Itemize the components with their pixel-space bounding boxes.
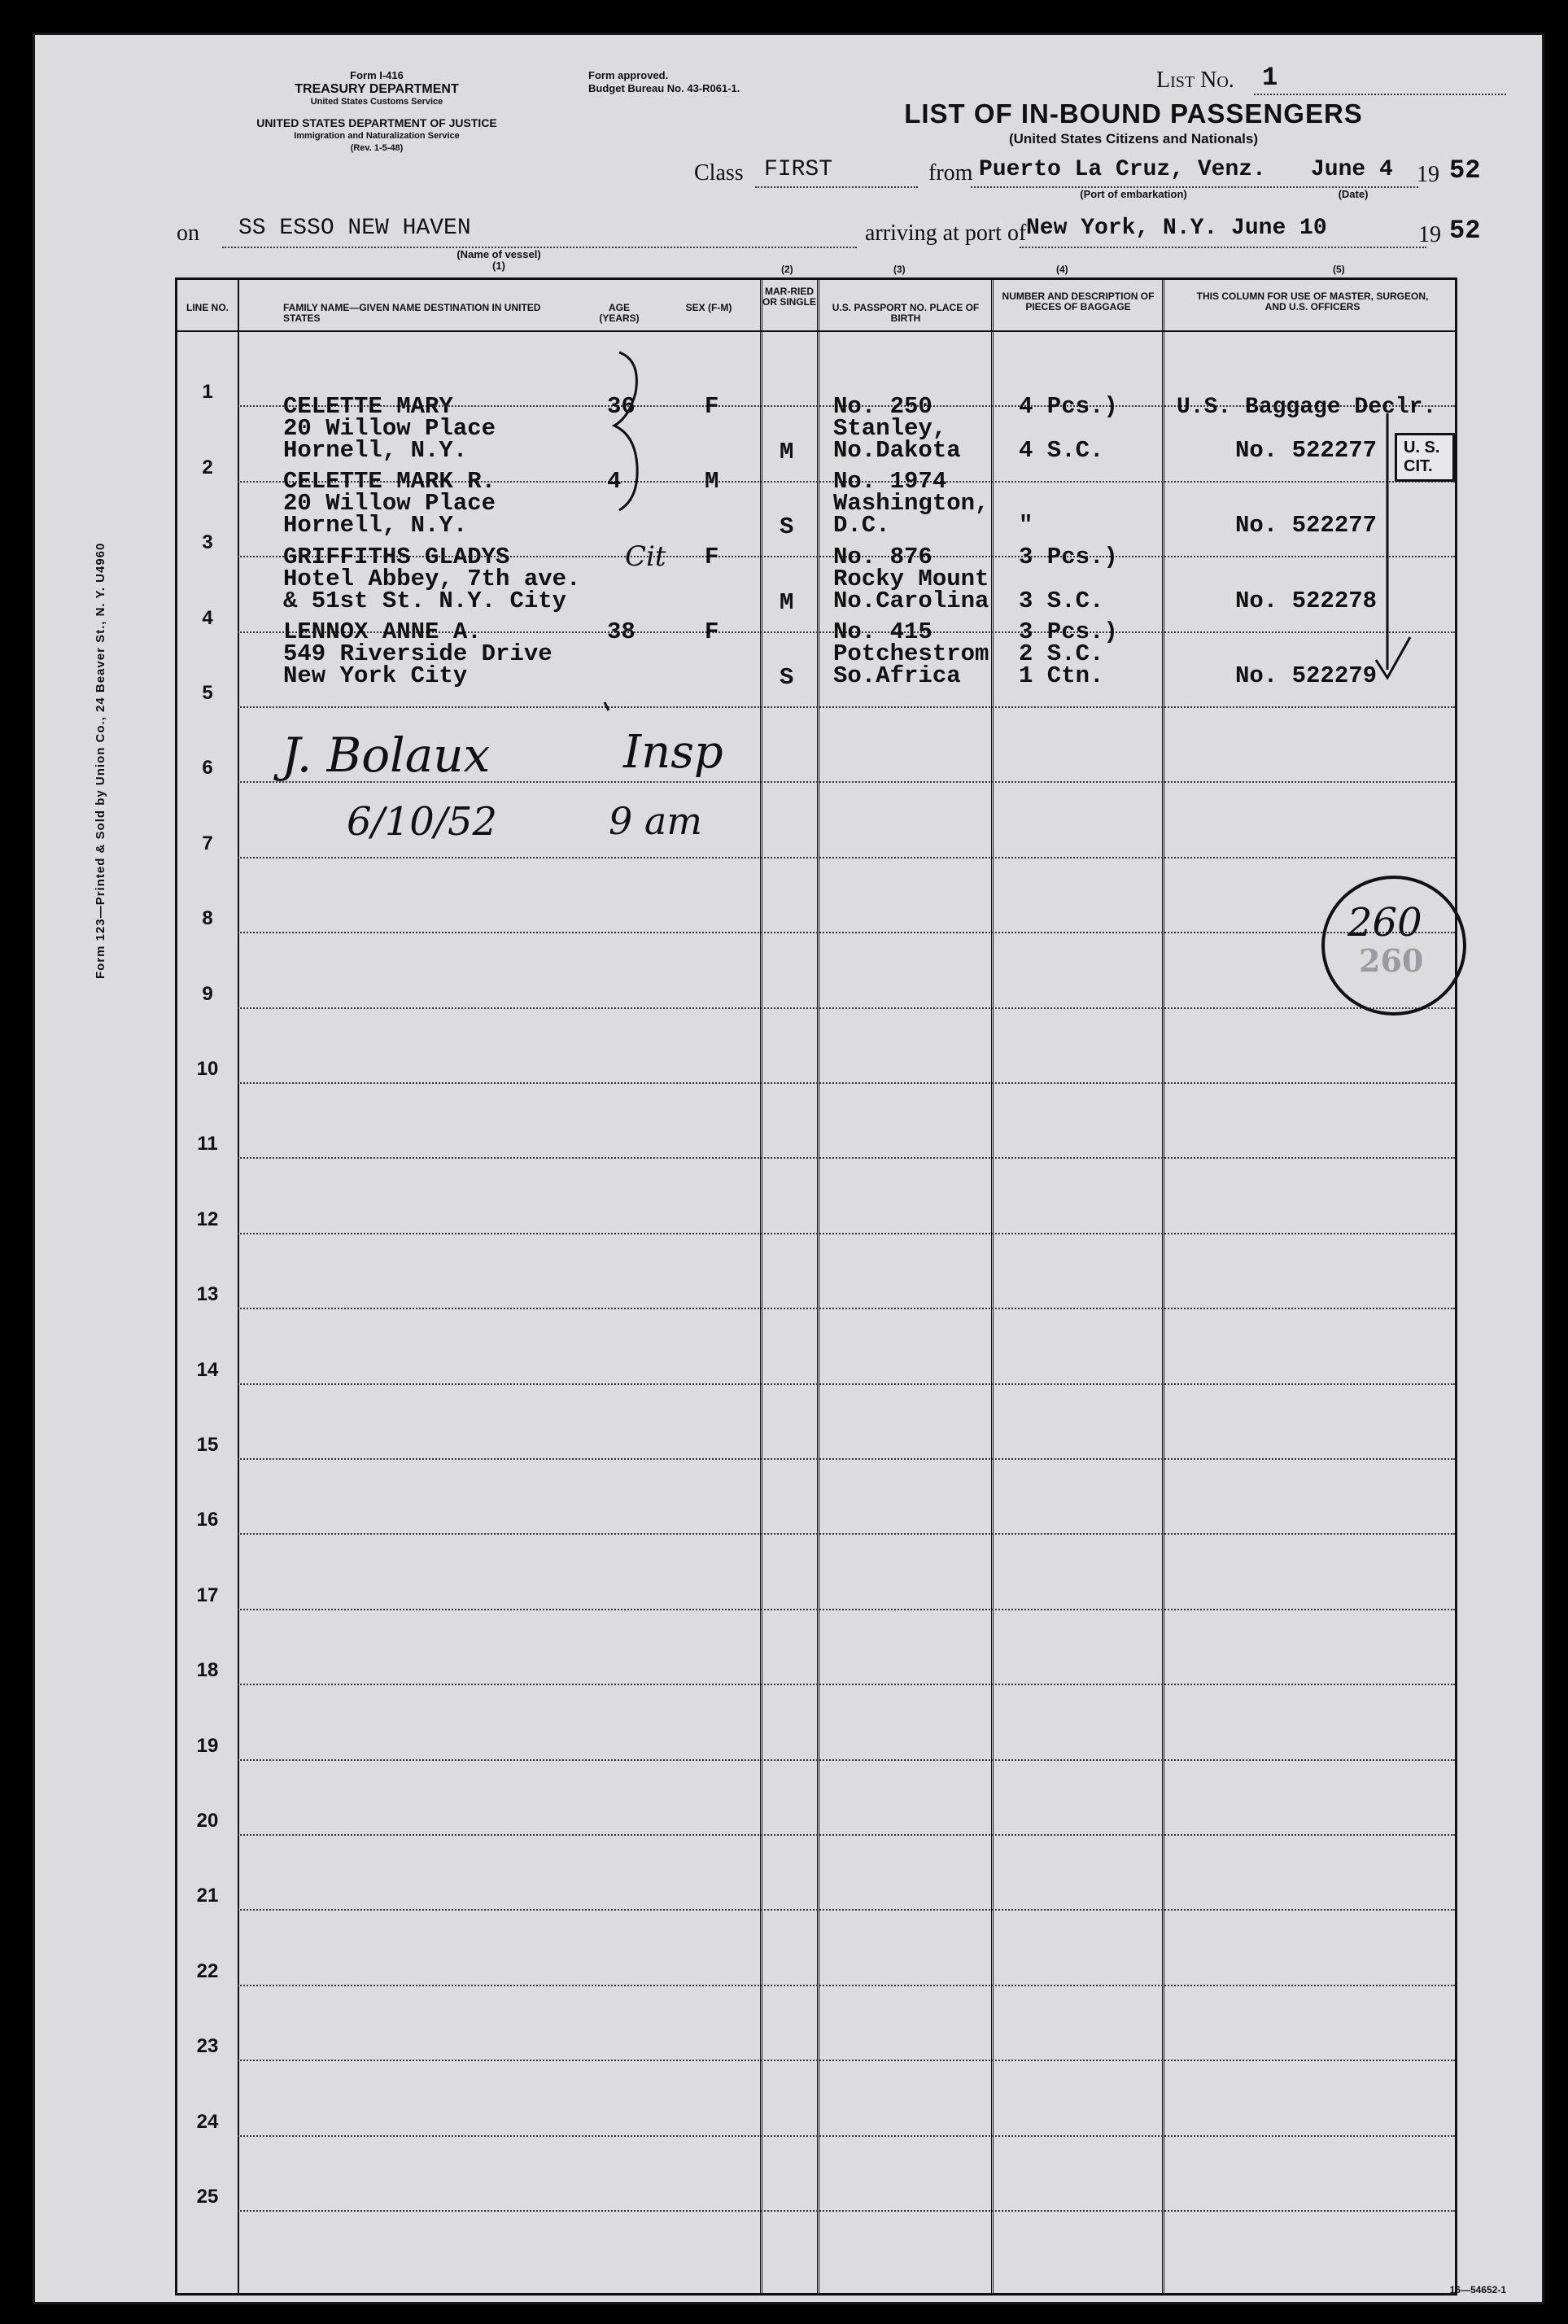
baggage-extra: 1 Ctn. bbox=[1019, 662, 1104, 690]
line-number: 14 bbox=[196, 1358, 219, 1381]
birthplace-2: No.Dakota bbox=[833, 437, 961, 464]
col-num-4: (4) bbox=[1056, 264, 1068, 275]
form-number: Form I-416 bbox=[350, 69, 404, 81]
arrival-port-date: New York, N.Y. June 10 bbox=[1026, 216, 1327, 241]
year-prefix-from: 19 bbox=[1417, 162, 1439, 187]
line-number: 10 bbox=[196, 1058, 219, 1080]
footer-code: 16—54652-1 bbox=[1449, 2284, 1506, 2296]
customs-service: United States Customs Service bbox=[310, 97, 443, 107]
line-number: 8 bbox=[202, 907, 213, 930]
baggage-description: 2 S.C. bbox=[1019, 640, 1104, 668]
birthplace-2: D.C. bbox=[833, 512, 890, 540]
vessel-name: SS ESSO NEW HAVEN bbox=[238, 216, 471, 241]
treasury-department: TREASURY DEPARTMENT bbox=[295, 82, 459, 96]
header-passport: U.S. PASSPORT NO. PLACE OF BIRTH bbox=[832, 302, 980, 324]
passport-number: No. 876 bbox=[833, 543, 933, 570]
line-number: 23 bbox=[196, 2035, 219, 2058]
passenger-name: LENNOX ANNE A. bbox=[283, 618, 482, 646]
passenger-destination-1: 549 Riverside Drive bbox=[283, 640, 553, 668]
line-number: 19 bbox=[196, 1734, 219, 1757]
on-label: on bbox=[177, 221, 199, 246]
arrival-year: 52 bbox=[1449, 216, 1481, 246]
line-number: 2 bbox=[202, 456, 213, 478]
embarkation-date: June 4 bbox=[1311, 157, 1393, 182]
list-no-label: List No. bbox=[1156, 68, 1234, 93]
line-number: 22 bbox=[196, 1959, 219, 1982]
passport-number: No. 415 bbox=[833, 618, 933, 646]
birthplace-1: Rocky Mount bbox=[833, 565, 989, 592]
immigration-service: Immigration and Naturalization Service bbox=[294, 131, 460, 141]
header-married: MAR-RIED OR SINGLE bbox=[762, 286, 816, 308]
col-num-1-top: (1) bbox=[492, 260, 505, 272]
passenger-destination-1: Hotel Abbey, 7th ave. bbox=[283, 565, 581, 592]
baggage-description: 4 S.C. bbox=[1019, 437, 1104, 464]
line-number: 18 bbox=[196, 1659, 219, 1682]
date-caption: (Date) bbox=[1338, 188, 1369, 200]
passenger-age: 36 bbox=[607, 393, 635, 420]
col-num-2: (2) bbox=[781, 264, 793, 275]
line-number: 12 bbox=[196, 1208, 219, 1230]
passenger-destination-2: New York City bbox=[283, 662, 468, 690]
line-number: 13 bbox=[196, 1283, 219, 1306]
passenger-sex: M bbox=[705, 468, 719, 496]
year-prefix-arrival: 19 bbox=[1418, 222, 1441, 247]
line-number: 7 bbox=[202, 832, 213, 854]
line-number: 21 bbox=[196, 1885, 219, 1907]
passenger-destination-2: Hornell, N.Y. bbox=[283, 512, 468, 540]
passenger-name: GRIFFITHS GLADYS bbox=[283, 543, 510, 570]
passport-number: No. 250 bbox=[833, 393, 933, 420]
line-number: 25 bbox=[196, 2186, 219, 2208]
baggage-pieces: 3 Pcs.) bbox=[1019, 543, 1118, 570]
baggage-pieces: 4 Pcs.) bbox=[1019, 393, 1118, 420]
line-number: 11 bbox=[197, 1133, 218, 1155]
handwritten-age-mark: Cit bbox=[625, 540, 666, 573]
inspector-title: Insp bbox=[623, 726, 723, 779]
circled-count-value: 260 bbox=[1347, 900, 1422, 946]
class-label: Class bbox=[694, 160, 744, 186]
form-revision: (Rev. 1-5-48) bbox=[350, 143, 404, 153]
manifest-sheet bbox=[33, 33, 1544, 2304]
citizen-stamp: U. S. CIT. bbox=[1395, 433, 1455, 482]
passenger-marital: M bbox=[780, 439, 794, 465]
col-num-3: (3) bbox=[893, 264, 906, 275]
passenger-marital: S bbox=[780, 664, 794, 692]
birthplace-1: Stanley, bbox=[833, 415, 947, 442]
header-name: FAMILY NAME—GIVEN NAME DESTINATION IN UNITED STATES bbox=[283, 302, 541, 324]
line-number: 5 bbox=[202, 682, 213, 704]
baggage-description: 3 S.C. bbox=[1019, 587, 1104, 614]
line-number: 9 bbox=[202, 982, 213, 1005]
printer-imprint: Form 123—Printed & Sold by Union Co., 24 Beaver St., N. Y. U4960 bbox=[94, 542, 107, 979]
passenger-destination-1: 20 Willow Place bbox=[283, 415, 496, 442]
line-number: 17 bbox=[196, 1584, 219, 1606]
line-number: 15 bbox=[196, 1434, 219, 1456]
passenger-destination-2: Hornell, N.Y. bbox=[283, 437, 468, 464]
budget-bureau: Budget Bureau No. 43-R061-1. bbox=[588, 82, 740, 94]
passenger-age: 4 bbox=[607, 468, 622, 496]
line-number: 4 bbox=[202, 606, 213, 629]
list-no-value: 1 bbox=[1262, 63, 1278, 93]
passenger-age: 38 bbox=[607, 618, 635, 646]
vessel-caption: (Name of vessel) bbox=[456, 248, 541, 260]
birthplace-2: No.Carolina bbox=[833, 587, 989, 614]
from-label: from bbox=[928, 160, 973, 186]
passenger-sex: F bbox=[705, 393, 719, 420]
inspector-signature: J. Bolaux bbox=[282, 727, 491, 783]
inspection-time: 9 am bbox=[609, 799, 702, 843]
birthplace-1: Potchestrom bbox=[833, 640, 989, 668]
form-approved: Form approved. bbox=[588, 69, 669, 81]
officer-declaration-no: No. 522277 bbox=[1235, 512, 1378, 540]
passenger-sex: F bbox=[705, 543, 719, 570]
line-number: 6 bbox=[202, 757, 213, 780]
class-value: FIRST bbox=[764, 157, 833, 182]
embarkation-port: Puerto La Cruz, Venz. bbox=[979, 157, 1266, 182]
embarkation-year: 52 bbox=[1449, 155, 1481, 186]
page-subtitle: (United States Citizens and Nationals) bbox=[1008, 131, 1259, 146]
line-number: 16 bbox=[196, 1509, 219, 1531]
inspection-date: 6/10/52 bbox=[347, 799, 498, 845]
officer-declaration-no: No. 522279 bbox=[1235, 662, 1378, 690]
officer-declaration-no: No. 522278 bbox=[1235, 587, 1378, 614]
header-age: AGE (YEARS) bbox=[599, 302, 640, 324]
header-line-no: LINE NO. bbox=[186, 302, 229, 313]
passenger-destination-2: & 51st St. N.Y. City bbox=[283, 587, 567, 614]
birthplace-1: Washington, bbox=[833, 490, 989, 518]
line-number: 24 bbox=[196, 2110, 219, 2133]
passenger-sex: F bbox=[705, 618, 719, 646]
header-baggage: NUMBER AND DESCRIPTION OF PIECES OF BAGGAGE bbox=[1002, 290, 1155, 312]
line-number: 1 bbox=[202, 381, 213, 404]
line-number: 3 bbox=[202, 531, 213, 554]
birthplace-2: So.Africa bbox=[833, 662, 961, 690]
baggage-description: " bbox=[1019, 512, 1033, 540]
justice-department: UNITED STATES DEPARTMENT OF JUSTICE bbox=[256, 116, 497, 129]
passport-number: No. 1974 bbox=[833, 468, 947, 496]
col-num-5: (5) bbox=[1333, 264, 1345, 275]
circled-count-faint: 260 bbox=[1359, 942, 1424, 979]
officer-declaration-no: No. 522277 bbox=[1235, 437, 1378, 464]
baggage-pieces: 3 Pcs.) bbox=[1019, 618, 1118, 646]
officer-arrow bbox=[35, 35, 1542, 2302]
passenger-marital: M bbox=[780, 588, 794, 616]
header-officers: THIS COLUMN FOR USE OF MASTER, SURGEON, AND U.S. OFFICERS bbox=[1196, 290, 1429, 312]
passenger-destination-1: 20 Willow Place bbox=[283, 490, 496, 518]
page-title: LIST OF IN-BOUND PASSENGERS bbox=[904, 98, 1363, 129]
baggage-declaration: U.S. Baggage Declr. bbox=[1177, 395, 1437, 420]
line-number: 20 bbox=[196, 1810, 219, 1832]
arriving-label: arriving at port of bbox=[865, 221, 1027, 246]
passenger-name: CELETTE MARK R. bbox=[283, 468, 496, 496]
port-caption: (Port of embarkation) bbox=[1080, 188, 1187, 200]
passenger-name: CELETTE MARY bbox=[283, 393, 453, 420]
header-sex: SEX (F-M) bbox=[685, 302, 732, 313]
passenger-marital: S bbox=[780, 513, 794, 541]
